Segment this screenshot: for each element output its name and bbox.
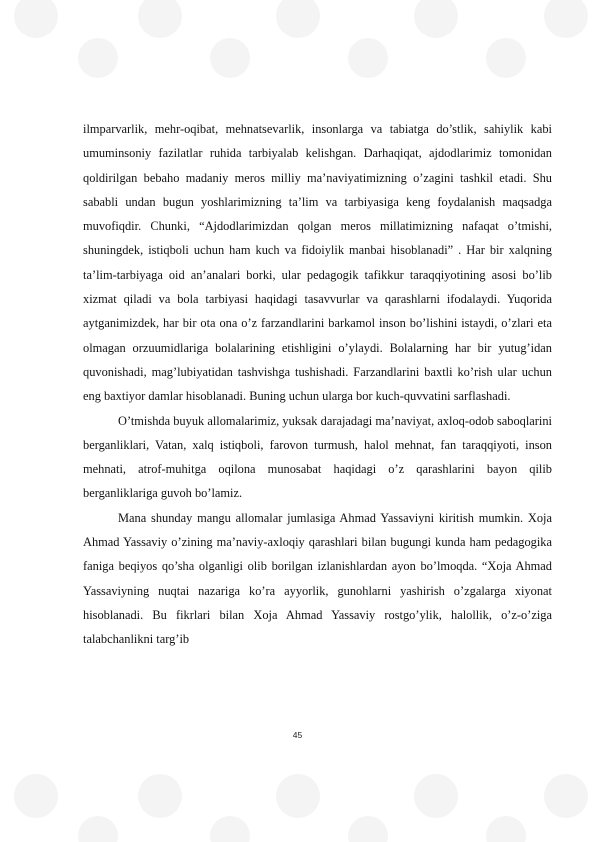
- paragraph-1: ilmparvarlik, mehr-oqibat, mehnatsevarlik, insonlarga va tabiatga do’stlik, sahiylik kabi umuminsoniy fazilatlar ruhida tarbiyalab kelishgan. Darhaqiqat, ajdodlarimiz tomonidan qoldirilgan bebaho madaniy meros milliy ma’naviyatimizning o’zagini tashkil etadi. Shu sababli undan bugun yoshlarimizning ta’lim va tarbiyasiga keng foydalanish maqsadga muvofiqdir. Chunki, “Ajdodlarimizdan qolgan meros millatimizning nafaqat o’tmishi, shuningdek, istiqboli uchun ham kuch va fidoiylik manbai hisoblanadi” . Har bir xalqning ta’lim-tarbiyaga oid an’analari borki, ular pedagogik tafikkur taraqqiyotining asosi bo’lib xizmat qiladi va bola tarbiyasi haqidagi tasavvurlar va qarashlarni ifodalaydi. Yuqorida aytganimizdek, har bir ota ona o’z farzandlarini barkamol inson bo’lishini istaydi, o’zlari eta olmagan orzuumidlariga bolalarining etishligini o’ylaydi. Bolalarning har bir yutug’idan quvonishadi, mag’lubiyatidan tashvishga tushishadi. Farzandlarini baxtli ko’rish ular uchun eng baxtiyor damlar hisoblanadi. Buning uchun ularga bor kuch-quvvatini sarflashadi.: [83, 122, 552, 404]
- paragraph-3: Mana shunday mangu allomalar jumlasiga Ahmad Yassaviyni kiritish mumkin. Xoja Ahmad Yassaviy o’zining ma’naviy-axloqiy qarashlari bilan bugungi kunda ham pedagogika faniga beqiyos qo’sha olganligi olib borilgan izlanishlardan ayon bo’lmoqda. “Xoja Ahmad Yassaviyning nuqtai nazariga ko’ra ayyorlik, gunohlarni yashirish o’zgalarga xiyonat hisoblanadi. Bu fikrlari bilan Xoja Ahmad Yassaviy rostgo’ylik, halollik, o’z-o’ziga talabchanlikni targ’ib: [83, 510, 552, 647]
- paragraph-2: O’tmishda buyuk allomalarimiz, yuksak darajadagi ma’naviyat, axloq-odob saboqlarini berganliklari, Vatan, xalq istiqboli, farovon turmush, halol mehnat, fan taraqqiyoti, inson mehnati, atrof-muhitga oqilona munosabat haqidagi o’z qarashlarini bayon qilib berganliklariga guvoh bo’lamiz.: [83, 413, 552, 501]
- document-body: [83, 117, 552, 652]
- page-number: 45: [292, 730, 303, 740]
